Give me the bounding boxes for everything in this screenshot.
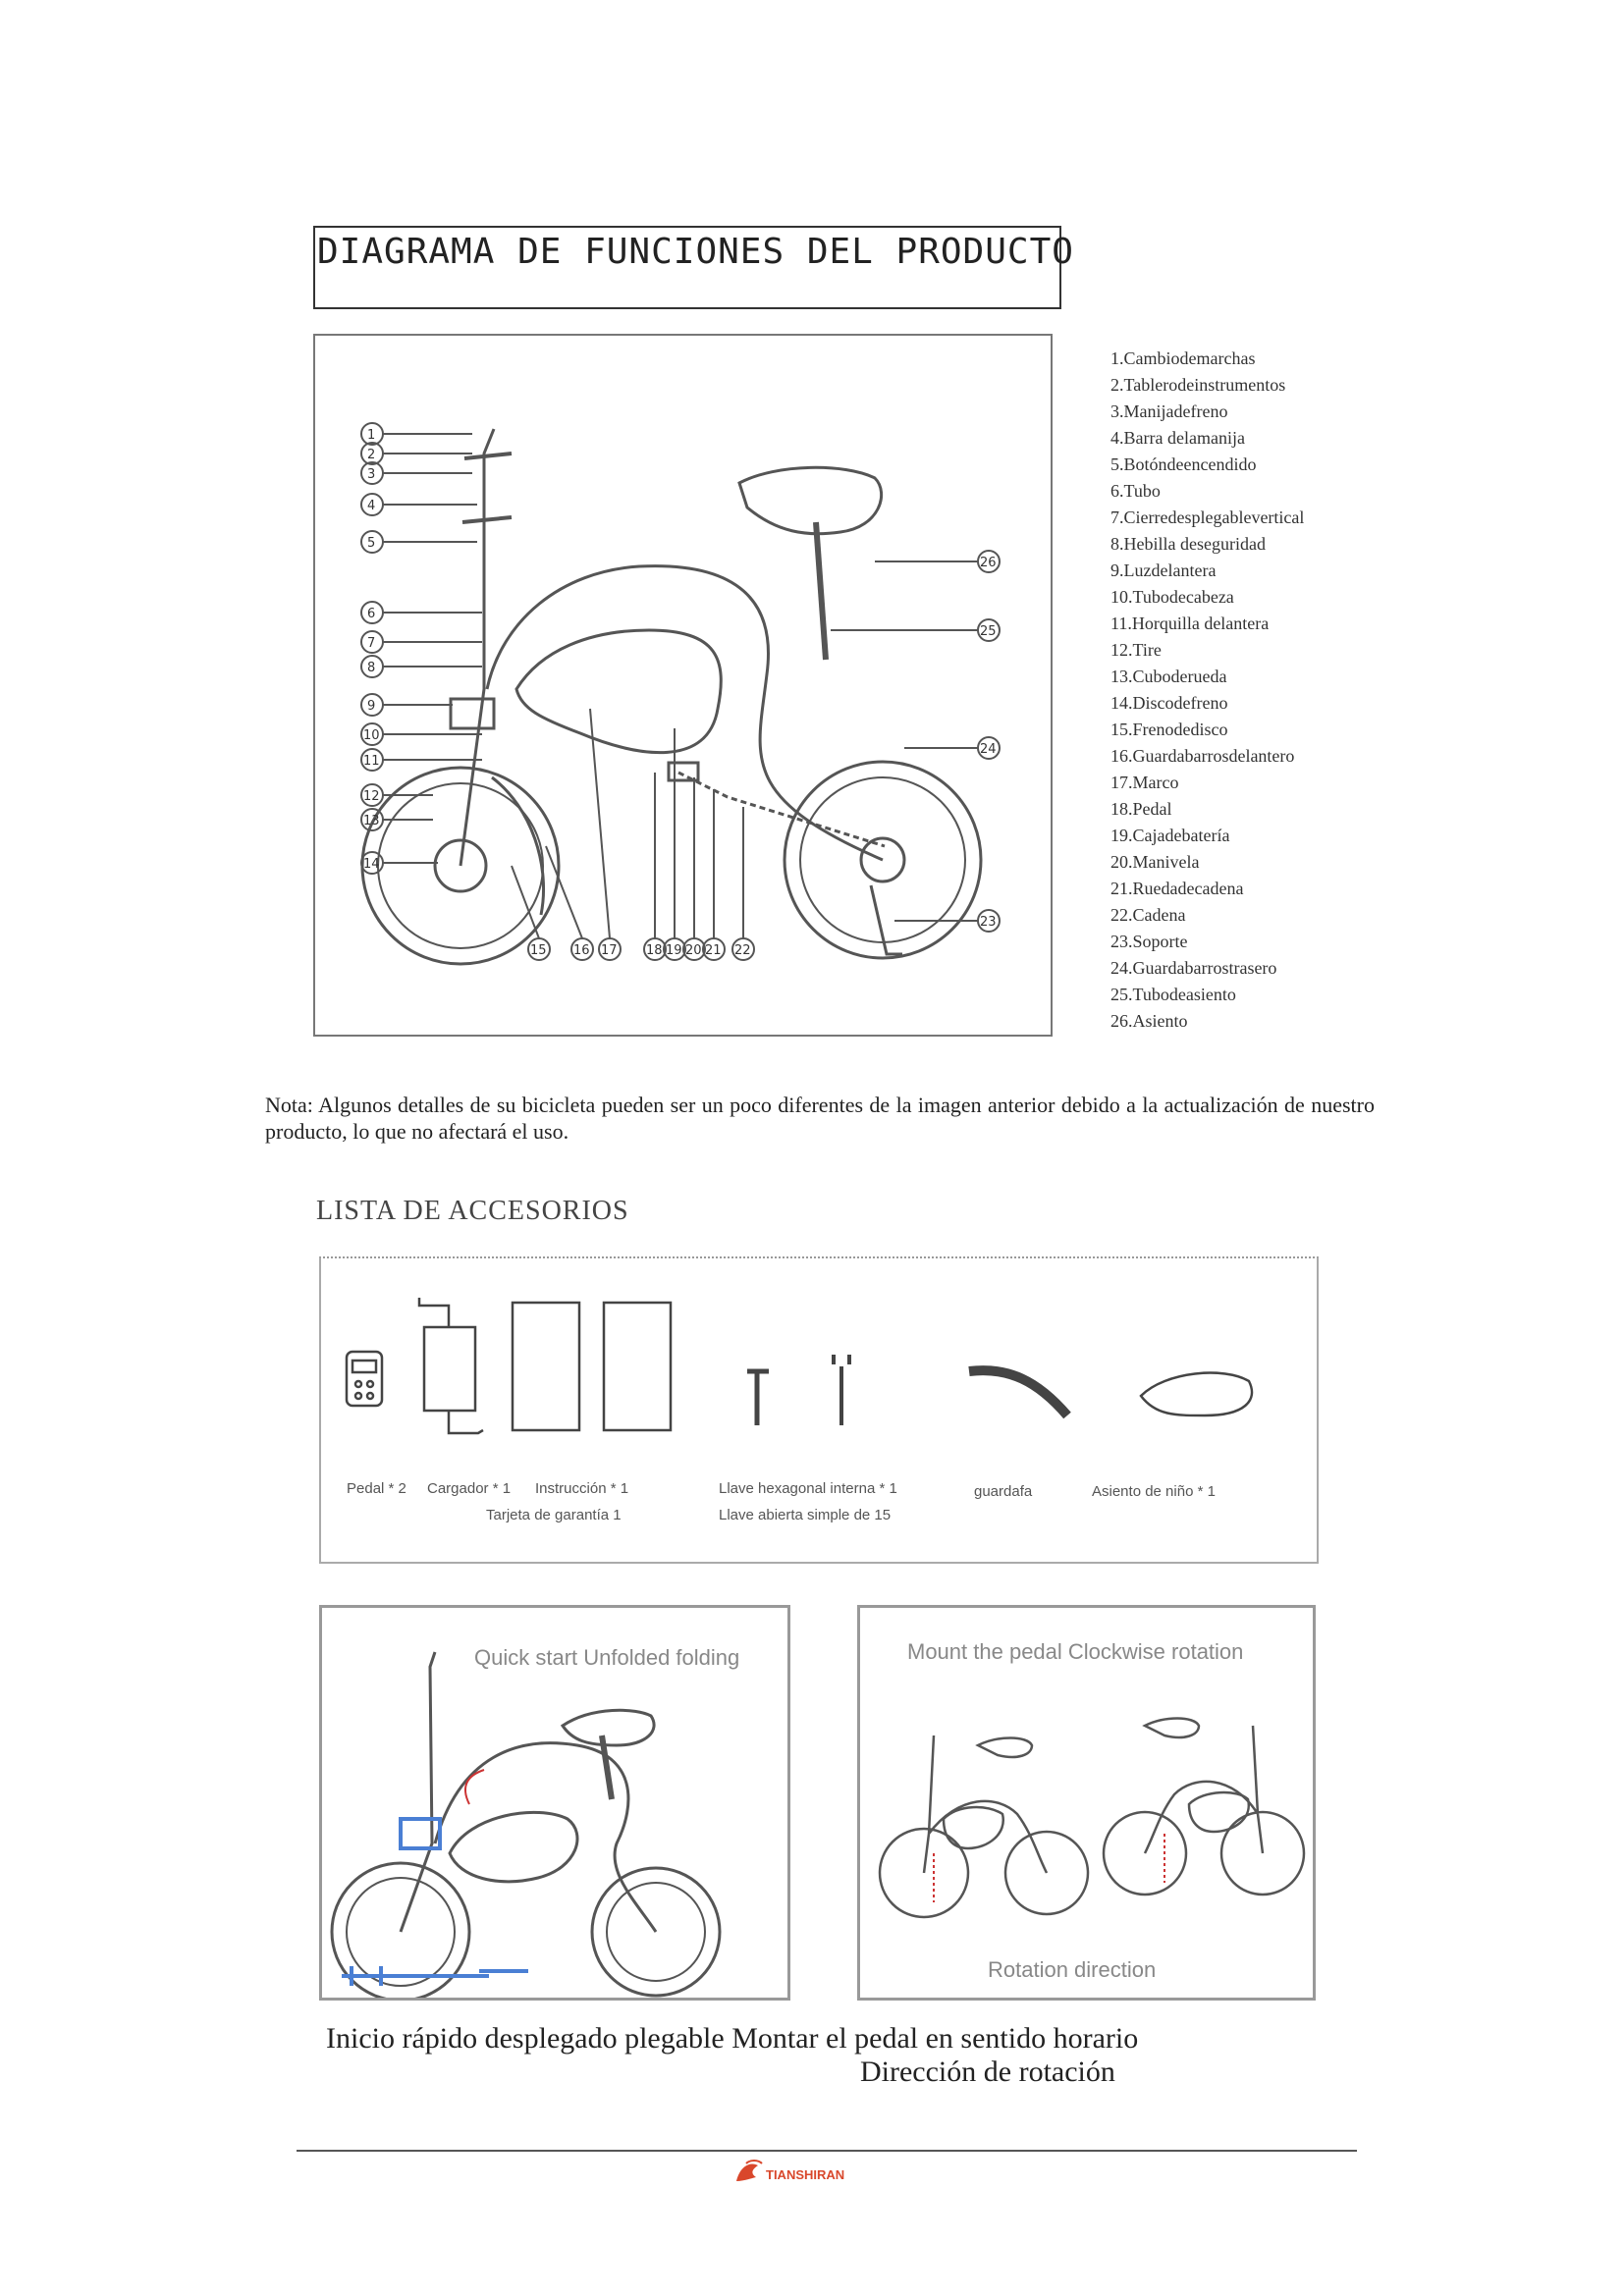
callout-21 xyxy=(703,789,725,960)
callout-16 xyxy=(546,846,593,960)
svg-text:10: 10 xyxy=(363,728,380,743)
callout-26 xyxy=(875,551,1000,572)
fender-illustration xyxy=(969,1370,1067,1415)
parts-list-item: 5.Botóndeencendido xyxy=(1110,454,1257,474)
quick-start-panel xyxy=(319,1605,790,2001)
label-warranty: Tarjeta de garantía 1 xyxy=(486,1507,622,1523)
label-manual: Instrucción * 1 xyxy=(535,1480,629,1497)
label-hex-key: Llave hexagonal interna * 1 xyxy=(719,1480,897,1497)
bike-diagram-illustration xyxy=(315,336,1051,1035)
parts-list-item: 8.Hebilla deseguridad xyxy=(1110,534,1266,554)
svg-text:5: 5 xyxy=(367,536,376,551)
pedal-illustration xyxy=(347,1352,382,1406)
parts-list-item: 18.Pedal xyxy=(1110,799,1172,819)
parts-list-item: 9.Luzdelantera xyxy=(1110,561,1217,580)
front-fender xyxy=(492,777,544,915)
quick-start-caption: Quick start Unfolded folding xyxy=(474,1645,740,1670)
svg-text:19: 19 xyxy=(666,943,682,958)
label-open-wrench: Llave abierta simple de 15 xyxy=(719,1507,892,1523)
mount-pedal-panel xyxy=(857,1605,1316,2001)
svg-text:TIANSHIRAN: TIANSHIRAN xyxy=(766,2167,845,2182)
svg-text:18: 18 xyxy=(646,943,663,958)
parts-list-item: 11.Horquilla delantera xyxy=(1110,614,1270,633)
title-box xyxy=(313,226,1074,309)
callout-18 xyxy=(644,773,666,960)
mount-pedal-caption: Mount the pedal Clockwise rotation xyxy=(907,1639,1244,1664)
bottom-caption-line2: Dirección de rotación xyxy=(860,2056,1115,2088)
parts-list-item: 1.Cambiodemarchas xyxy=(1110,348,1256,368)
parts-list-item: 17.Marco xyxy=(1110,773,1179,792)
stem-and-fork xyxy=(460,429,494,866)
parts-list-item: 6.Tubo xyxy=(1110,481,1161,501)
svg-text:9: 9 xyxy=(367,699,376,714)
parts-list-item: 12.Tire xyxy=(1110,640,1162,660)
callout-5 xyxy=(361,531,477,553)
label-charger: Cargador * 1 xyxy=(427,1480,512,1497)
parts-list xyxy=(1110,346,1366,1035)
svg-text:20: 20 xyxy=(685,943,702,958)
parts-list-item: 15.Frenodedisco xyxy=(1110,720,1228,739)
brand-logo-icon xyxy=(732,2156,860,2185)
parts-list-item: 25.Tubodeasiento xyxy=(1110,985,1236,1004)
callout-20 xyxy=(683,777,705,960)
parts-list-item: 2.Tablerodeinstrumentos xyxy=(1110,375,1286,395)
callout-10 xyxy=(361,723,482,745)
callout-4 xyxy=(361,494,477,515)
callout-3 xyxy=(361,462,472,484)
parts-list-item: 24.Guardabarrostrasero xyxy=(1110,958,1277,978)
callout-7 xyxy=(361,631,482,653)
parts-list-item: 26.Asiento xyxy=(1110,1011,1188,1031)
parts-list-item: 10.Tubodecabeza xyxy=(1110,587,1234,607)
svg-text:24: 24 xyxy=(980,742,997,757)
manual-illustration xyxy=(513,1303,579,1430)
svg-text:6: 6 xyxy=(367,607,376,621)
brand-logo xyxy=(732,2156,860,2185)
svg-text:2: 2 xyxy=(367,448,376,462)
parts-list-item: 21.Ruedadecadena xyxy=(1110,879,1244,898)
svg-text:15: 15 xyxy=(530,943,547,958)
bottom-caption-line1: Inicio rápido desplegado plegable Montar el pedal en sentido horario xyxy=(326,2022,1139,2055)
label-fender: guardafa xyxy=(974,1483,1033,1500)
callout-24 xyxy=(904,737,1000,759)
page-title: DIAGRAMA DE FUNCIONES DEL PRODUCTO xyxy=(317,232,1074,272)
parts-list-item: 20.Manivela xyxy=(1110,852,1200,872)
svg-text:7: 7 xyxy=(367,636,376,651)
battery-box xyxy=(516,630,721,753)
hex-key-illustration xyxy=(747,1371,769,1425)
seat-post xyxy=(816,522,826,660)
callout-22 xyxy=(732,807,754,960)
charger-illustration xyxy=(419,1298,483,1433)
svg-text:23: 23 xyxy=(980,915,997,930)
svg-text:21: 21 xyxy=(705,943,722,958)
svg-text:16: 16 xyxy=(573,943,590,958)
parts-list-item: 16.Guardabarrosdelantero xyxy=(1110,746,1295,766)
highlight-parts xyxy=(342,1819,528,1986)
svg-text:17: 17 xyxy=(601,943,618,958)
rotation-caption: Rotation direction xyxy=(988,1957,1157,1982)
product-diagram xyxy=(313,334,1053,1037)
parts-list-item: 22.Cadena xyxy=(1110,905,1186,925)
parts-list-item: 19.Cajadebatería xyxy=(1110,826,1230,845)
svg-text:12: 12 xyxy=(363,789,380,804)
accessories-title: LISTA DE ACCESORIOS xyxy=(316,1196,629,1226)
callout-1 xyxy=(361,423,472,445)
footer-divider xyxy=(297,2150,1357,2152)
svg-text:11: 11 xyxy=(363,754,380,769)
parts-list-item: 13.Cuboderueda xyxy=(1110,667,1227,686)
parts-list-item: 3.Manijadefreno xyxy=(1110,401,1228,421)
label-pedal: Pedal * 2 xyxy=(347,1480,406,1497)
child-seat-illustration xyxy=(1141,1373,1252,1415)
svg-text:25: 25 xyxy=(980,624,997,639)
svg-text:13: 13 xyxy=(363,814,380,828)
callout-23 xyxy=(894,910,1000,932)
callout-9 xyxy=(361,694,453,716)
quick-start-illustration xyxy=(322,1608,787,1998)
svg-text:26: 26 xyxy=(980,556,997,570)
callout-6 xyxy=(361,602,482,623)
callout-12 xyxy=(361,784,433,806)
parts-list-item: 23.Soporte xyxy=(1110,932,1188,951)
label-child-seat: Asiento de niño * 1 xyxy=(1092,1483,1216,1500)
callout-2 xyxy=(361,443,472,464)
callout-25 xyxy=(831,619,1000,641)
svg-text:3: 3 xyxy=(367,467,376,482)
callout-markers xyxy=(361,423,1000,960)
parts-list-item: 4.Barra delamanija xyxy=(1110,428,1245,448)
parts-list-item: 14.Discodefreno xyxy=(1110,693,1228,713)
svg-text:14: 14 xyxy=(363,857,380,872)
callout-14 xyxy=(361,852,438,874)
parts-list-item: 7.Cierredesplegablevertical xyxy=(1110,507,1305,527)
headlight xyxy=(451,699,494,728)
warranty-card-illustration xyxy=(604,1303,671,1430)
open-wrench-illustration xyxy=(834,1355,849,1425)
callout-8 xyxy=(361,656,482,677)
accessories-panel xyxy=(319,1256,1319,1564)
svg-text:22: 22 xyxy=(734,943,751,958)
svg-text:1: 1 xyxy=(367,428,376,443)
mount-pedal-illustration xyxy=(860,1608,1313,1998)
seat xyxy=(739,467,882,533)
svg-text:4: 4 xyxy=(367,499,376,513)
note-paragraph: Nota: Algunos detalles de su bicicleta pueden ser un poco diferentes de la imagen anterior debido a la actualización de nuestro producto, lo que no afectará el uso. xyxy=(265,1093,1375,1144)
svg-text:8: 8 xyxy=(367,661,376,675)
